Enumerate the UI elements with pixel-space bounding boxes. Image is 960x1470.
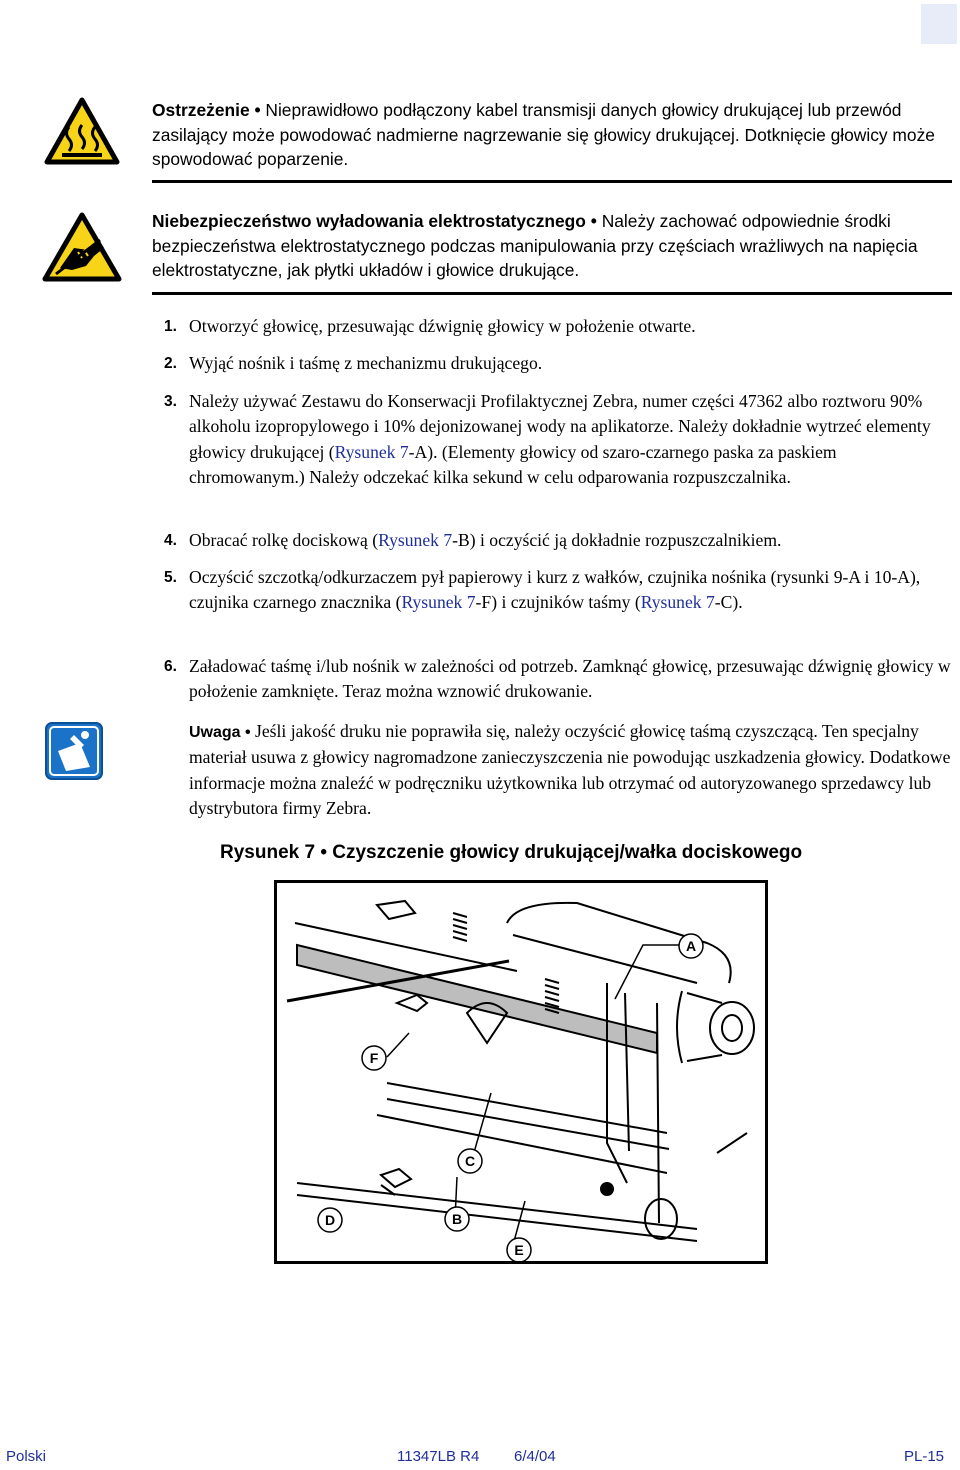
step-text: Oczyścić szczotką/odkurzaczem pył papierowy i kurz z wałków, czujnika nośnika (rysunki 9-A i 10-A), czujnika czarnego znacznika ( bbox=[189, 567, 921, 613]
esd-text: Należy zachować odpowiednie środki bezpieczeństwa elektrostatycznego podczas manipulowania przy częściach wrażliwych na napięcia elektrostatyczne, jak płytki układów i głowice drukujące. bbox=[152, 211, 918, 280]
step-number: 1. bbox=[164, 318, 177, 335]
step-text: -B) i oczyścić ją dokładnie rozpuszczalnikiem. bbox=[452, 530, 782, 550]
figure-link[interactable]: Rysunek 7 bbox=[401, 592, 476, 613]
divider bbox=[152, 180, 952, 183]
step-2 bbox=[164, 351, 954, 376]
step-text: Obracać rolkę dociskową ( bbox=[189, 530, 379, 550]
footer-doc-number: 11347LB R4 bbox=[397, 1448, 480, 1465]
callout-f-label: F bbox=[369, 1050, 379, 1066]
figure-caption: Rysunek 7 • Czyszczenie głowicy drukującej/wałka dociskowego bbox=[220, 842, 803, 863]
footer-page-number: PL-15 bbox=[904, 1448, 945, 1465]
warning-label: Ostrzeżenie • bbox=[152, 100, 261, 120]
printhead-drawing bbox=[277, 883, 765, 1261]
step-6 bbox=[164, 654, 954, 705]
note-paragraph bbox=[189, 719, 954, 821]
step-4 bbox=[164, 528, 954, 553]
callout-e-label: E bbox=[514, 1242, 524, 1258]
step-number: 3. bbox=[164, 393, 177, 410]
note-text: Jeśli jakość druku nie poprawiła się, należy oczyścić głowicę taśmą czyszczącą. Ten specjalny materiał usuwa z głowicy nagromadzone zanieczyszczenia nie powodując uszkadzenia głowicy. Dodatkowe informacje można znaleźć w podręczniku użytkownika lub otrzymać od autoryzowanego sprzedawcy lub dystrybutora firmy Zebra. bbox=[189, 721, 951, 818]
page-corner-tab bbox=[921, 4, 957, 44]
figure-link[interactable]: Rysunek 7 bbox=[378, 530, 453, 550]
figure-link[interactable]: Rysunek 7 bbox=[334, 441, 409, 462]
footer-date: 6/4/04 bbox=[514, 1448, 556, 1465]
step-text: -C). bbox=[714, 592, 743, 613]
step-text: -F) i czujników taśmy ( bbox=[475, 592, 641, 613]
callout-d-label: D bbox=[324, 1212, 336, 1228]
divider bbox=[152, 292, 952, 295]
esd-label: Niebezpieczeństwo wyładowania elektrostatycznego • bbox=[152, 211, 597, 231]
step-number: 4. bbox=[164, 532, 177, 549]
figure-link[interactable]: Rysunek 7 bbox=[640, 592, 715, 613]
note-label: Uwaga • bbox=[189, 724, 251, 741]
warning-paragraph bbox=[152, 98, 957, 172]
step-1 bbox=[164, 314, 954, 339]
step-number: 2. bbox=[164, 355, 177, 372]
step-text: Załadować taśmę i/lub nośnik w zależności od potrzeb. Zamknąć głowicę, przesuwając dźwignię głowicy w położenie zamknięte. Teraz można wznowić drukowanie. bbox=[189, 656, 951, 702]
esd-warning-icon bbox=[42, 212, 122, 282]
callout-c-label: C bbox=[464, 1153, 476, 1169]
hot-surface-warning-icon bbox=[44, 97, 120, 165]
step-text: Wyjąć nośnik i taśmę z mechanizmu drukującego. bbox=[189, 353, 543, 373]
footer-language: Polski bbox=[6, 1448, 47, 1465]
step-3 bbox=[164, 389, 954, 490]
warning-text: Nieprawidłowo podłączony kabel transmisji danych głowicy drukującej lub przewód zasilający może powodować nadmierne nagrzewanie się głowicy drukującej. Dotknięcie głowicy może spowodować poparzenie. bbox=[152, 100, 935, 169]
esd-paragraph bbox=[152, 209, 957, 283]
step-text: Otworzyć głowicę, przesuwając dźwignię głowicy w położenie otwarte. bbox=[189, 316, 696, 336]
callout-b-label: B bbox=[451, 1211, 463, 1227]
step-5 bbox=[164, 565, 954, 616]
step-text: Należy używać Zestawu do Konserwacji Profilaktycznej Zebra, numer części 47362 albo roztworu 90% alkoholu izopropylowego i 10% dejonizowanej wody na aplikatorze. Należy dokładnie wytrzeć elementy głowicy drukującej ( bbox=[189, 391, 931, 462]
callout-a-label: A bbox=[685, 938, 697, 954]
step-text: -A). (Elementy głowicy od szaro-czarnego paska za paskiem chromowanym.) Należy odczekać kilka sekund w celu odparowania rozpuszczalnika. bbox=[189, 441, 837, 487]
figure-printhead-illustration bbox=[274, 880, 768, 1264]
step-number: 6. bbox=[164, 658, 177, 675]
note-icon bbox=[44, 721, 104, 781]
step-number: 5. bbox=[164, 569, 177, 586]
